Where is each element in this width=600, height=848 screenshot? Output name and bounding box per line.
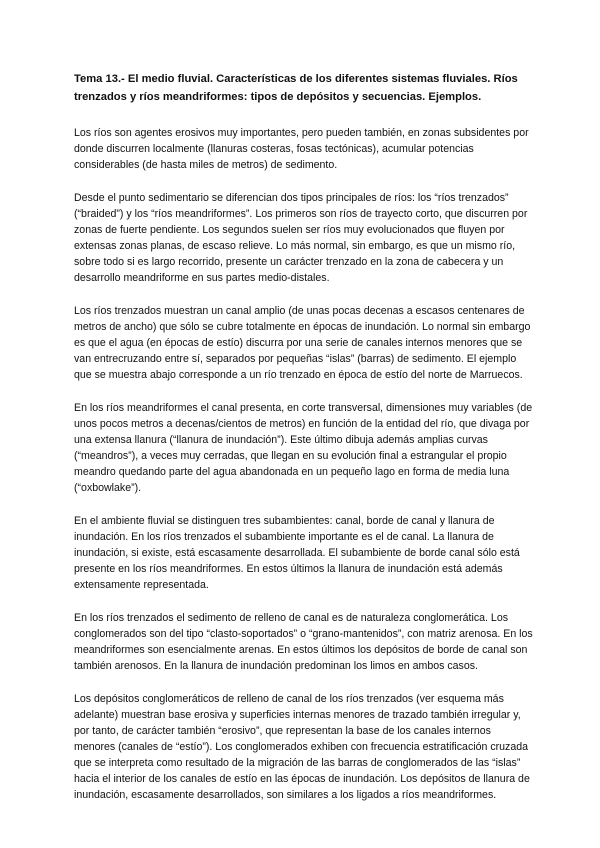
document-page <box>74 70 534 820</box>
document-title: Tema 13.- El medio fluvial. Características de los diferentes sistemas fluviales. Ríos trenzados y ríos meandriformes: tipos de depósitos y secuencias. Ejemplos. <box>74 73 518 103</box>
paragraph-4: En los ríos meandriformes el canal presenta, en corte transversal, dimensiones muy variables (de unos pocos metros a decenas/cientos de metros) en función de la entidad del río, que divaga por una extensa llanura (“llanura de inundación”). Este último dibuja además amplias curvas (“meandros”), a veces muy cerradas, que llegan en su evolución final a estrangular el propio meandro quedando parte del agua abandonada en un pequeño lago en forma de media luna (“oxbowlake”). <box>74 402 533 494</box>
paragraph-6: En los ríos trenzados el sedimento de relleno de canal es de naturaleza conglomerática. Los conglomerados son del tipo “clasto-soportados” o “grano-mantenidos”, con matriz arenosa. En los meandriformes son esencialmente arenas. En estos últimos los depósitos de borde de canal son también arenosos. En la llanura de inundación predominan los limos en ambos casos. <box>74 612 533 672</box>
paragraph-2: Desde el punto sedimentario se diferencian dos tipos principales de ríos: los “ríos trenzados” (“braided”) y los “ríos meandriformes”. Los primeros son ríos de trayecto corto, que discurren por zonas de fuerte pendiente. Los segundos suelen ser ríos muy evolucionados que fluyen por extensas zonas planas, de escaso relieve. Lo más normal, sin embargo, es que un mismo río, sobre todo si es largo recorrido, presente un carácter trenzado en la zona de cabecera y un desarrollo meandriforme en sus partes medio-distales. <box>74 192 528 284</box>
paragraph-7: Los depósitos conglomeráticos de relleno de canal de los ríos trenzados (ver esquema más adelante) muestran base erosiva y superficies internas menores de trazado también irregular y, por tanto, de carácter también “erosivo”, que representan la base de los canales internos menores (canales de “estío”). Los conglomerados exhiben con frecuencia estratificación cruzada que se interpreta como resultado de la migración de las barras de conglomerados de las “islas” hacia el interior de los canales de estío en las épocas de inundación. Los depósitos de llanura de inundación, escasamente desarrollados, son similares a los ligados a ríos meandriformes. <box>74 693 530 801</box>
paragraph-5: En el ambiente fluvial se distinguen tres subambientes: canal, borde de canal y llanura de inundación. En los ríos trenzados el subambiente importante es el de canal. La llanura de inundación, si existe, está escasamente desarrollada. El subambiente de borde canal sólo está presente en los ríos meandriformes. En estos últimos la llanura de inundación está además extensamente representada. <box>74 515 520 591</box>
paragraph-3: Los ríos trenzados muestran un canal amplio (de unas pocas decenas a escasos centenares de metros de ancho) que sólo se cubre totalmente en épocas de inundación. Lo normal sin embargo es que el agua (en épocas de estío) discurra por una serie de canales internos menores que se van entrecruzando entre sí, separados por pequeñas “islas” (barras) de sedimento. El ejemplo que se muestra abajo corresponde a un río trenzado en época de estío del norte de Marruecos. <box>74 305 531 381</box>
paragraph-1: Los ríos son agentes erosivos muy importantes, pero pueden también, en zonas subsidentes por donde discurren localmente (llanuras costeras, fosas tectónicas), acumular potencias considerables (de hasta miles de metros) de sedimento. <box>74 127 529 171</box>
